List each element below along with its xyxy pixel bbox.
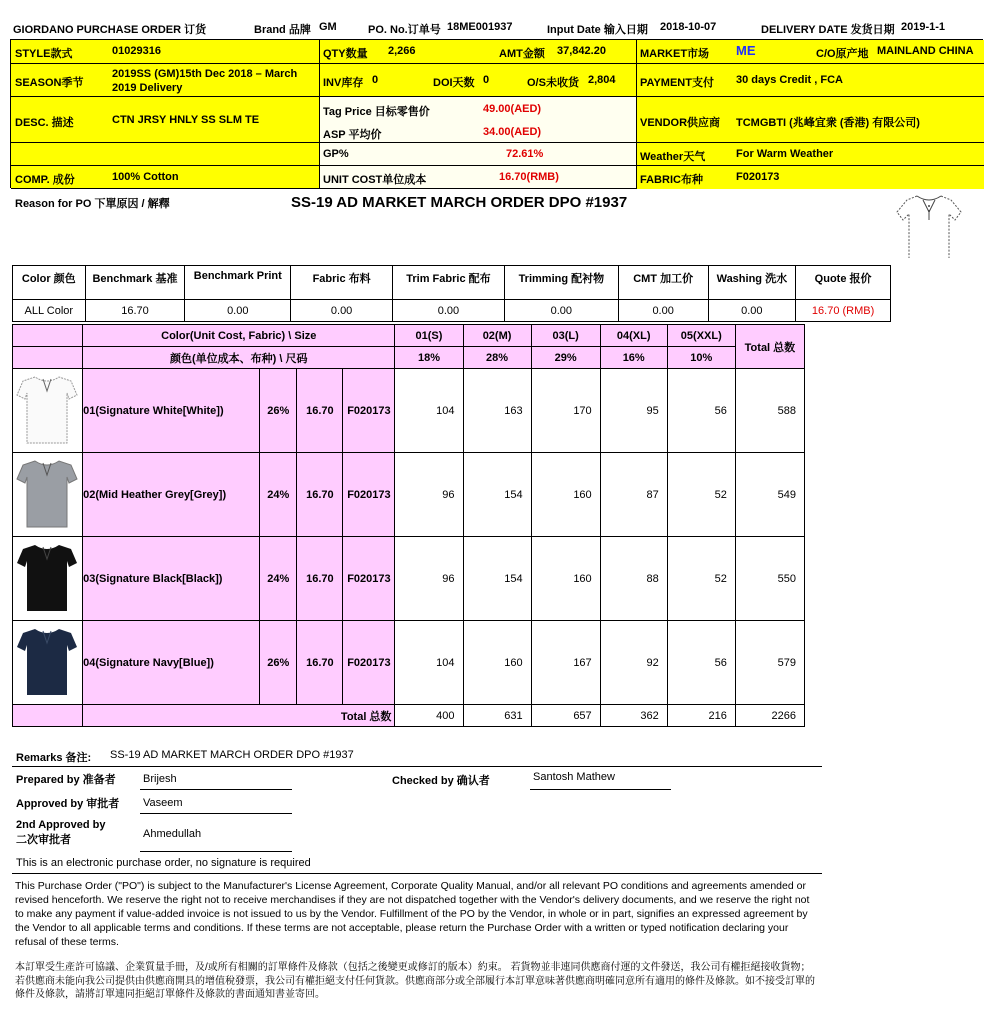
qty-cell: 104 xyxy=(395,621,463,705)
size-pct: 10% xyxy=(667,347,735,369)
qty-cell: 92 xyxy=(600,621,667,705)
color-cost: 16.70 xyxy=(297,369,343,453)
approved-value: Vaseem xyxy=(143,797,183,809)
remarks-label: Remarks 备注: xyxy=(16,752,92,764)
input-date-value: 2018-10-07 xyxy=(660,21,717,33)
approved2-line xyxy=(140,851,292,852)
bench-cell: 0.00 xyxy=(708,300,796,322)
color-name: 03(Signature Black[Black]) xyxy=(83,537,260,621)
electronic-note: This is an electronic purchase order, no signature is required xyxy=(16,857,311,869)
payment-label: PAYMENT支付 xyxy=(640,77,714,89)
desc-label: DESC. 描述 xyxy=(15,117,74,129)
prepared-label: Prepared by 准备者 xyxy=(16,774,116,786)
qty-cell: 96 xyxy=(395,453,463,537)
row-total: 550 xyxy=(735,537,804,621)
brand-value: GM xyxy=(319,21,337,33)
approved2-label: 2nd Approved by xyxy=(16,819,106,831)
grid-corner-2 xyxy=(13,347,83,369)
weather-value: For Warm Weather xyxy=(736,148,834,160)
color-fabric: F020173 xyxy=(343,537,395,621)
color-cost: 16.70 xyxy=(297,453,343,537)
color-cost: 16.70 xyxy=(297,621,343,705)
row-total: 588 xyxy=(735,369,804,453)
grid-head-1: Color(Unit Cost, Fabric) \ Size xyxy=(83,325,395,347)
inv-value: 0 xyxy=(372,74,379,86)
bench-cell: 16.70 xyxy=(85,300,185,322)
tag-price-value: 49.00(AED) xyxy=(483,103,542,115)
unit-cost-value: 16.70(RMB) xyxy=(499,171,559,183)
qty-cell: 56 xyxy=(667,621,735,705)
po-title: GIORDANO PURCHASE ORDER 订货 xyxy=(13,24,207,36)
delivery-date-label: DELIVERY DATE 发货日期 xyxy=(761,24,895,36)
color-pct: 26% xyxy=(260,621,297,705)
qty-cell: 96 xyxy=(395,537,463,621)
divider xyxy=(12,873,822,874)
asp-label: ASP 平均价 xyxy=(323,129,382,141)
bench-head-print: Benchmark Print xyxy=(185,266,291,300)
reason-label: Reason for PO 下單原因 / 解釋 xyxy=(15,198,170,210)
approved-line xyxy=(140,813,292,814)
bench-head-cmt: CMT 加工价 xyxy=(618,266,708,300)
os-label: O/S未收货 xyxy=(527,77,579,89)
total-cell: 362 xyxy=(600,705,667,727)
prepared-line xyxy=(140,789,292,790)
bench-head-trimming: Trimming 配衬物 xyxy=(504,266,618,300)
asp-value: 34.00(AED) xyxy=(483,126,542,138)
bench-cell: 0.00 xyxy=(618,300,708,322)
size-pct: 16% xyxy=(600,347,667,369)
vendor-value: TCMGBTI (兆峰宜衆 (香港) 有限公司) xyxy=(736,117,920,129)
bench-cell: 0.00 xyxy=(185,300,291,322)
total-cell: 400 xyxy=(395,705,463,727)
bench-head-trim-fabric: Trim Fabric 配布 xyxy=(393,266,505,300)
product-thumb-white xyxy=(13,369,83,453)
bench-cell: ALL Color xyxy=(13,300,86,322)
qty-cell: 104 xyxy=(395,369,463,453)
grand-total: 2266 xyxy=(735,705,804,727)
order-title: SS-19 AD MARKET MARCH ORDER DPO #1937 xyxy=(291,194,628,211)
size-pct: 18% xyxy=(395,347,463,369)
qty-cell: 52 xyxy=(667,453,735,537)
remarks-value: SS-19 AD MARKET MARCH ORDER DPO #1937 xyxy=(110,749,354,761)
checked-label: Checked by 确认者 xyxy=(392,775,490,787)
terms-chinese: 本訂單受生產許可協議、企業質量手冊，及/或所有相關的訂單條件及條款（包括之後變更或修訂的版本）約束。 若貨物並非連同供應商付運的文件發送，我公司有權拒絕接收貨物；若供應商未能向我公司提供由供應商開具的增值稅發票，我公司有權拒絕支付任何貨款。供應商部分或全部履行本訂單意味著供應商明確同意所有適用的條件及條款。如不接受訂單的條件及條款，請將訂單連同拒絕訂單條件及條款的書面通知書並寄回。 xyxy=(15,962,815,1000)
amt-label: AMT金额 xyxy=(499,48,545,60)
total-label: Total 总数 xyxy=(83,705,395,727)
bench-cell: 0.00 xyxy=(504,300,618,322)
table-row xyxy=(13,621,805,705)
color-fabric: F020173 xyxy=(343,453,395,537)
qty-cell: 88 xyxy=(600,537,667,621)
qty-cell: 160 xyxy=(531,537,600,621)
info-block xyxy=(10,39,983,188)
unit-cost-label: UNIT COST单位成本 xyxy=(323,174,427,186)
size-head: 04(XL) xyxy=(600,325,667,347)
desc-value: CTN JRSY HNLY SS SLM TE xyxy=(112,114,260,126)
origin-label: C/O原产地 xyxy=(816,48,869,60)
bench-head-fabric: Fabric 布料 xyxy=(291,266,393,300)
bench-head-color: Color 颜色 xyxy=(13,266,86,300)
delivery-date-value: 2019-1-1 xyxy=(901,21,946,33)
bench-cell: 0.00 xyxy=(291,300,393,322)
bench-cell: 0.00 xyxy=(393,300,505,322)
bench-head-benchmark: Benchmark 基准 xyxy=(85,266,185,300)
qty-cell: 154 xyxy=(463,537,531,621)
approved2-value: Ahmedullah xyxy=(143,828,202,840)
product-thumb-navy xyxy=(13,621,83,705)
comp-label: COMP. 成份 xyxy=(15,174,75,186)
row-total: 579 xyxy=(735,621,804,705)
qty-cell: 170 xyxy=(531,369,600,453)
size-head: 02(M) xyxy=(463,325,531,347)
vendor-label: VENDOR供应商 xyxy=(640,117,721,129)
total-cell: 216 xyxy=(667,705,735,727)
market-value: ME xyxy=(736,43,756,58)
origin-value: MAINLAND CHINA xyxy=(877,45,974,57)
size-pct: 29% xyxy=(531,347,600,369)
qty-cell: 160 xyxy=(531,453,600,537)
blank-row xyxy=(11,143,320,166)
brand-label: Brand 品牌 xyxy=(254,24,311,36)
approved2-label-cn: 二次审批者 xyxy=(16,834,71,846)
gp-row xyxy=(320,143,637,166)
product-thumb-grey xyxy=(13,453,83,537)
total-row-blank xyxy=(13,705,83,727)
size-head: 03(L) xyxy=(531,325,600,347)
gp-label: GP% xyxy=(323,148,349,160)
color-cost: 16.70 xyxy=(297,537,343,621)
color-fabric: F020173 xyxy=(343,369,395,453)
bench-head-washing: Washing 洗水 xyxy=(708,266,796,300)
fabric-label: FABRIC布种 xyxy=(640,174,703,186)
benchmark-table xyxy=(12,265,891,322)
total-row xyxy=(13,705,805,727)
input-date-label: Input Date 输入日期 xyxy=(547,24,648,36)
terms-english: This Purchase Order ("PO") is subject to the Manufacturer's License Agreement, Corporate Quality Manual, and/or all relevant PO conditions and agreements amended or revised henceforth. We reserve the right not to receive merchandises if they are not dispatched together with the Vendor's delivery documents, and we reserve the right not to make any payment if value-added invoice is not issued to us by the Vendor. Fulfillment of the PO by the Vendor, in whole or in part, signifies an expressed agreement by the Vendor to all applicable terms and conditions. If these terms are not acceptable, please return the Purchase Order with a written or typed notification declaring your refusal of these terms. xyxy=(15,880,810,948)
po-no-label: PO. No.订单号 xyxy=(368,24,441,36)
table-row xyxy=(13,537,805,621)
doi-label: DOI天数 xyxy=(433,77,475,89)
qty-cell: 160 xyxy=(463,621,531,705)
style-label: STYLE款式 xyxy=(15,48,73,60)
checked-value: Santosh Mathew xyxy=(533,771,615,783)
checked-line xyxy=(530,789,671,790)
row-total: 549 xyxy=(735,453,804,537)
market-label: MARKET市场 xyxy=(640,48,710,60)
season-value-1: 2019SS (GM)15th Dec 2018 – March xyxy=(112,68,298,80)
product-sketch-image xyxy=(893,190,965,262)
table-row xyxy=(13,369,805,453)
table-row xyxy=(13,453,805,537)
qty-cell: 56 xyxy=(667,369,735,453)
fabric-value: F020173 xyxy=(736,171,780,183)
color-name: 01(Signature White[White]) xyxy=(83,369,260,453)
size-pct: 28% xyxy=(463,347,531,369)
size-head: 05(XXL) xyxy=(667,325,735,347)
color-name: 02(Mid Heather Grey[Grey]) xyxy=(83,453,260,537)
doi-value: 0 xyxy=(483,74,490,86)
size-grid-table xyxy=(12,324,805,727)
product-thumb-black xyxy=(13,537,83,621)
color-pct: 24% xyxy=(260,453,297,537)
season-value-2: 2019 Delivery xyxy=(112,82,183,94)
payment-value: 30 days Credit , FCA xyxy=(736,74,843,86)
qty-cell: 154 xyxy=(463,453,531,537)
gp-value: 72.61% xyxy=(506,148,544,160)
size-head: 01(S) xyxy=(395,325,463,347)
style-value: 01029316 xyxy=(112,45,161,57)
qty-cell: 163 xyxy=(463,369,531,453)
amt-value: 37,842.20 xyxy=(557,45,606,57)
os-value: 2,804 xyxy=(588,74,616,86)
qty-cell: 167 xyxy=(531,621,600,705)
qty-cell: 95 xyxy=(600,369,667,453)
inv-label: INV库存 xyxy=(323,77,364,89)
tag-price-label: Tag Price 目标零售价 xyxy=(323,106,430,118)
color-name: 04(Signature Navy[Blue]) xyxy=(83,621,260,705)
qty-label: QTY数量 xyxy=(323,48,368,60)
po-no-value: 18ME001937 xyxy=(447,21,513,33)
qty-cell: 87 xyxy=(600,453,667,537)
comp-value: 100% Cotton xyxy=(112,171,179,183)
color-pct: 26% xyxy=(260,369,297,453)
color-pct: 24% xyxy=(260,537,297,621)
season-label: SEASON季节 xyxy=(15,77,84,89)
divider xyxy=(12,766,822,767)
weather-label: Weather天气 xyxy=(640,151,706,163)
prepared-value: Brijesh xyxy=(143,773,177,785)
color-fabric: F020173 xyxy=(343,621,395,705)
total-cell: 631 xyxy=(463,705,531,727)
qty-value: 2,266 xyxy=(388,45,416,57)
grid-corner xyxy=(13,325,83,347)
qty-cell: 52 xyxy=(667,537,735,621)
bench-head-quote: Quote 报价 xyxy=(796,266,891,300)
approved-label: Approved by 审批者 xyxy=(16,798,120,810)
total-head: Total 总数 xyxy=(735,325,804,369)
total-cell: 657 xyxy=(531,705,600,727)
bench-quote-cell: 16.70 (RMB) xyxy=(796,300,891,322)
grid-head-2: 颜色(单位成本、布种) \ 尺码 xyxy=(83,347,395,369)
